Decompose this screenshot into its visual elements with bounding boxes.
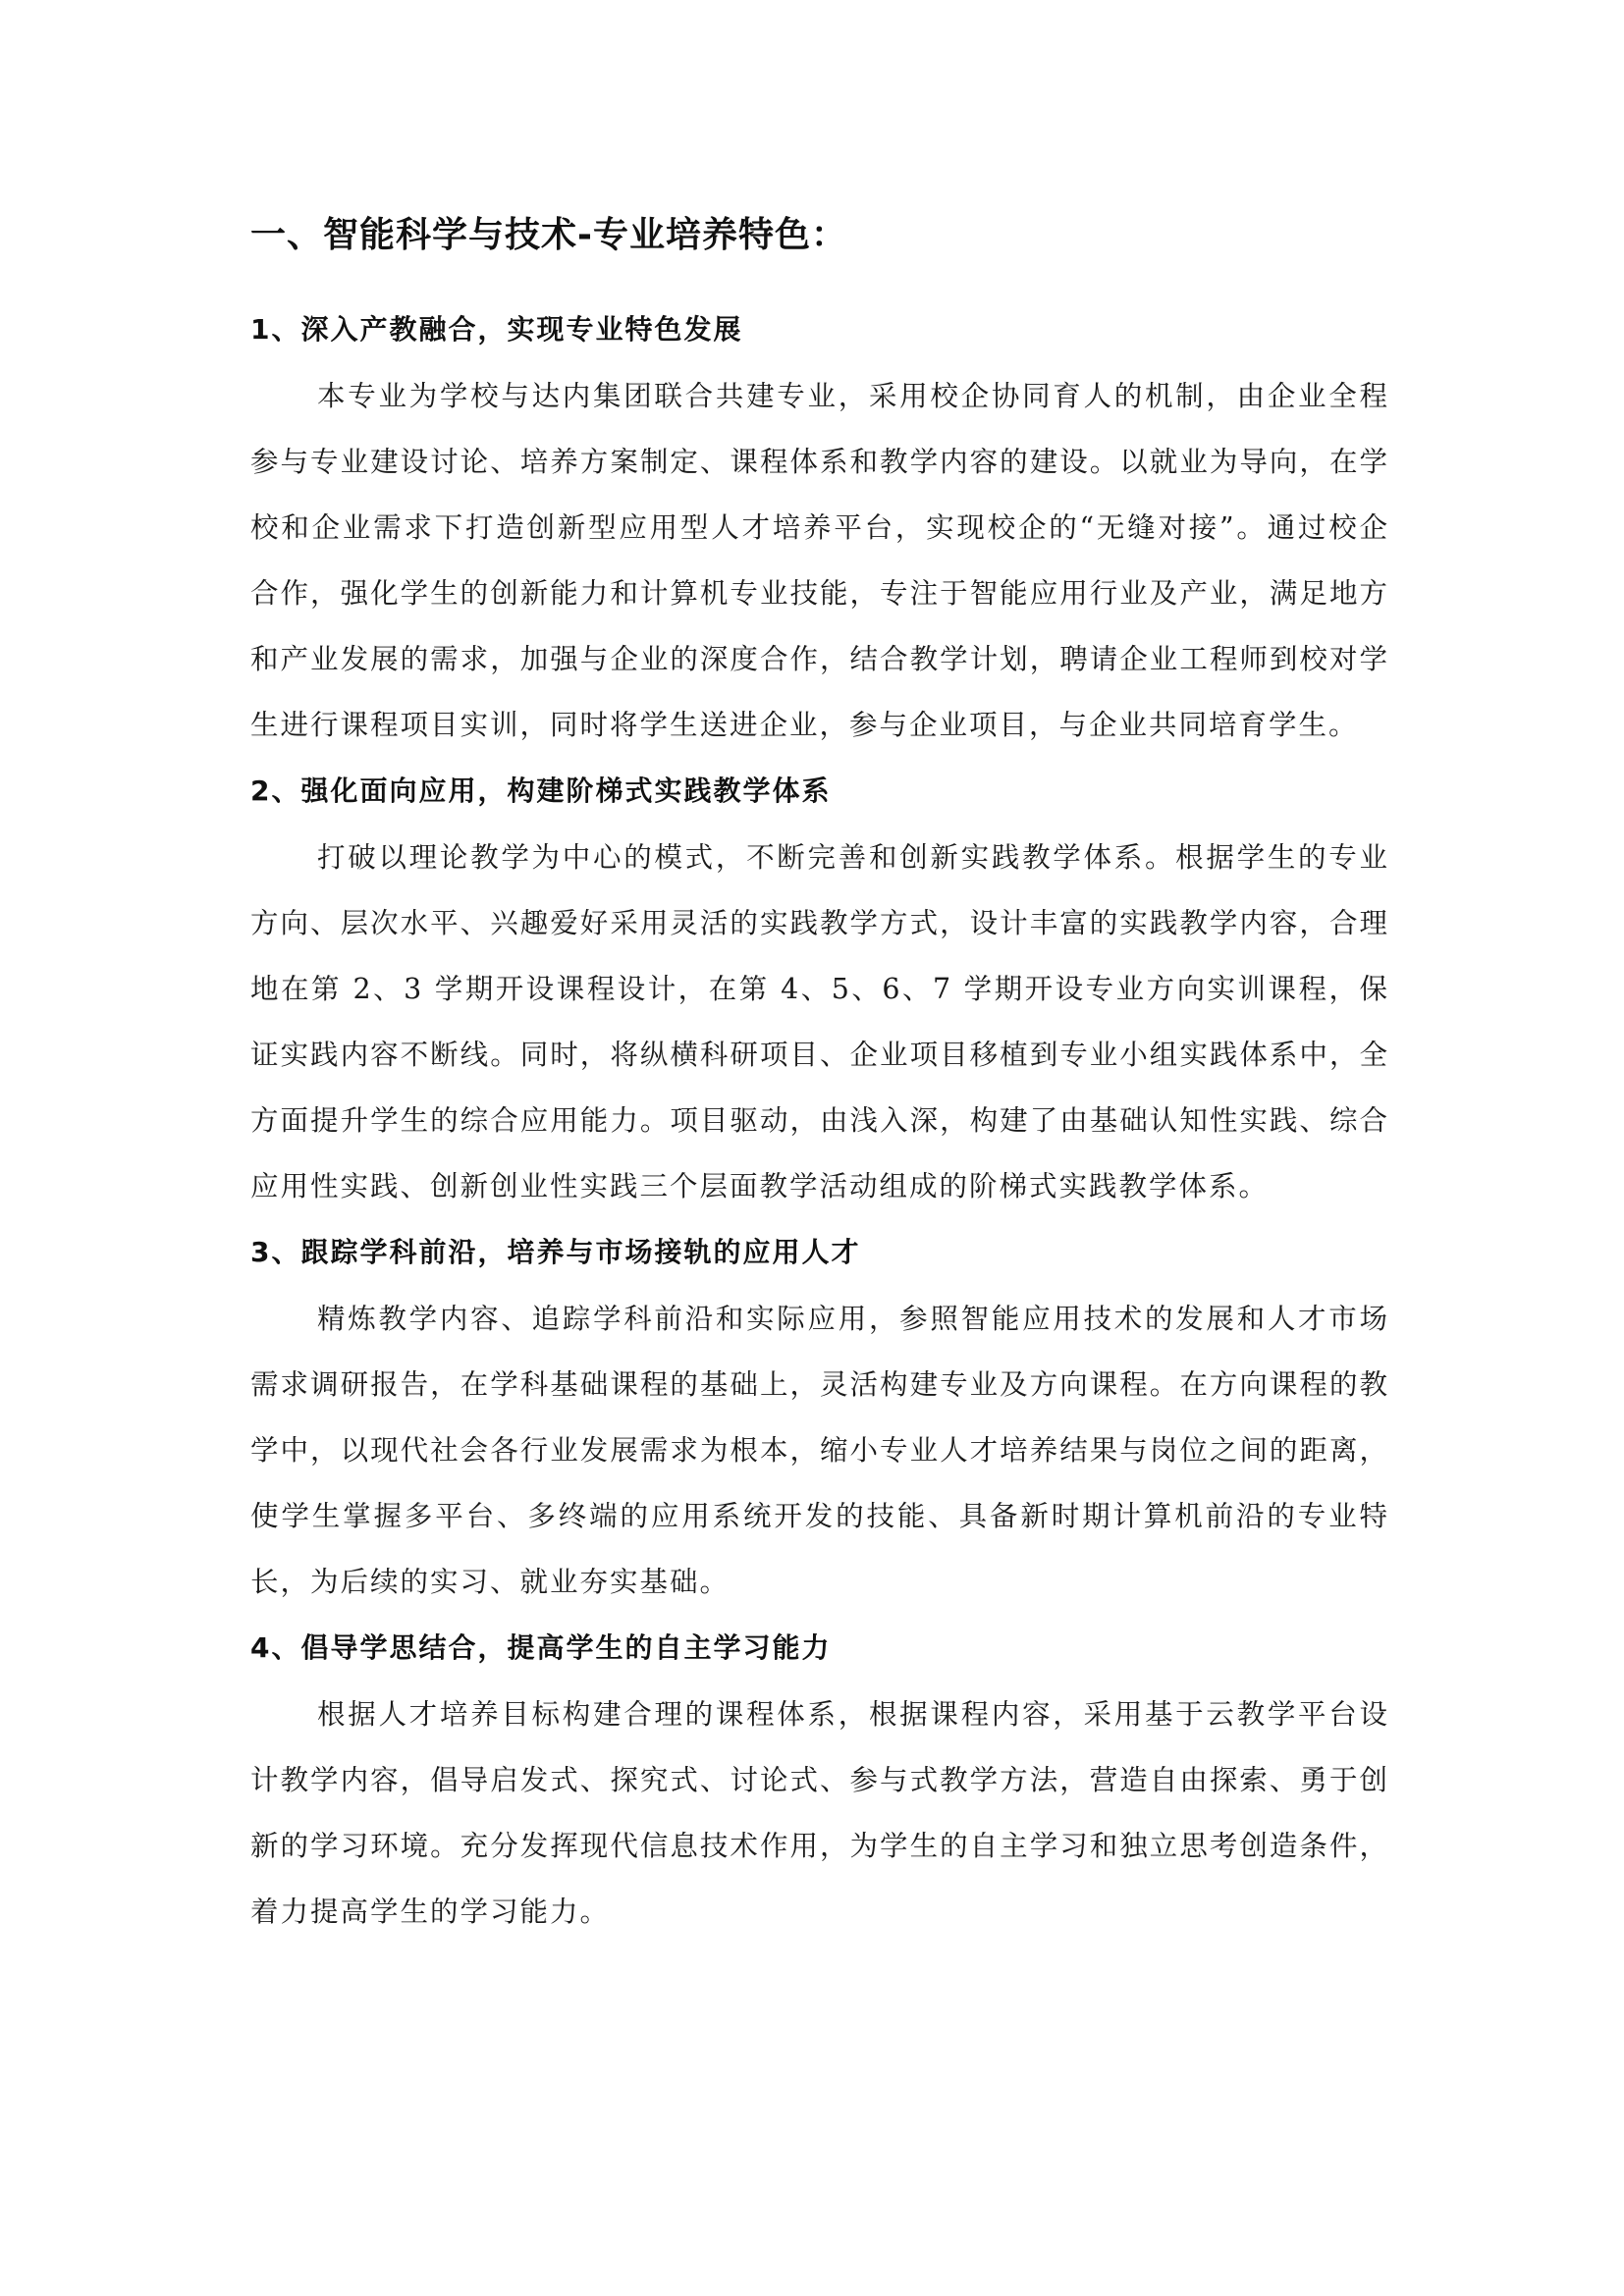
section-4 [250, 1615, 1389, 1945]
section-3 [250, 1219, 1389, 1615]
section-1 [250, 296, 1389, 758]
section-heading: 3、跟踪学科前沿，培养与市场接轨的应用人才 [250, 1236, 861, 1268]
section-heading: 4、倡导学思结合，提高学生的自主学习能力 [250, 1631, 832, 1664]
section-2 [250, 758, 1389, 1219]
section-paragraph: 根据人才培养目标构建合理的课程体系，根据课程内容，采用基于云教学平台设计教学内容，倡导启发式、探究式、讨论式、参与式教学方法，营造自由探索、勇于创新的学习环境。充分发挥现代信息技术作用，为学生的自主学习和独立思考创造条件，着力提高学生的学习能力。 [250, 1698, 1389, 1928]
section-paragraph: 精炼教学内容、追踪学科前沿和实际应用，参照智能应用技术的发展和人才市场需求调研报告，在学科基础课程的基础上，灵活构建专业及方向课程。在方向课程的教学中，以现代社会各行业发展需求为根本，缩小专业人才培养结果与岗位之间的距离，使学生掌握多平台、多终端的应用系统开发的技能、具备新时期计算机前沿的专业特长，为后续的实习、就业夯实基础。 [250, 1303, 1389, 1598]
document-content [250, 206, 1389, 1945]
section-heading: 1、深入产教融合，实现专业特色发展 [250, 313, 743, 346]
document-title: 一、智能科学与技术-专业培养特色： [250, 215, 847, 255]
section-heading: 2、强化面向应用，构建阶梯式实践教学体系 [250, 774, 832, 807]
section-paragraph: 打破以理论教学为中心的模式，不断完善和创新实践教学体系。根据学生的专业方向、层次水平、兴趣爱好采用灵活的实践教学方式，设计丰富的实践教学内容，合理地在第 2、3 学期开设课程设计，在第 4、5、6、7 学期开设专业方向实训课程，保证实践内容不断线。同时，将纵横科研项目、企业项目移植到专业小组实践体系中，全方面提升学生的综合应用能力。项目驱动，由浅入深，构建了由基础认知性实践、综合应用性实践、创新创业性实践三个层面教学活动组成的阶梯式实践教学体系。 [250, 841, 1389, 1202]
section-paragraph: 本专业为学校与达内集团联合共建专业，采用校企协同育人的机制，由企业全程参与专业建设讨论、培养方案制定、课程体系和教学内容的建设。以就业为导向，在学校和企业需求下打造创新型应用型人才培养平台，实现校企的“无缝对接”。通过校企合作，强化学生的创新能力和计算机专业技能，专注于智能应用行业及产业，满足地方和产业发展的需求，加强与企业的深度合作，结合教学计划，聘请企业工程师到校对学生进行课程项目实训，同时将学生送进企业，参与企业项目，与企业共同培育学生。 [250, 380, 1389, 741]
